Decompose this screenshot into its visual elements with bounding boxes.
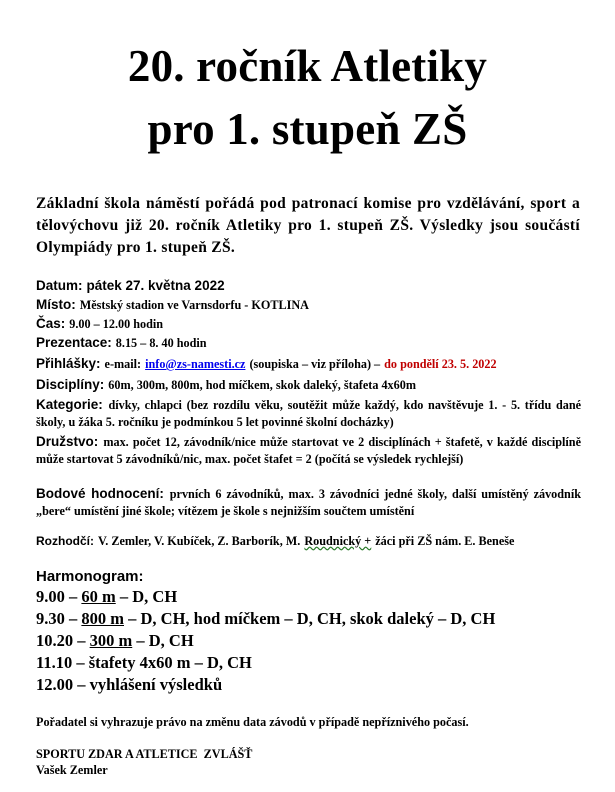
schedule-event: vyhlášení výsledků bbox=[89, 675, 223, 694]
kategorie-block bbox=[36, 397, 581, 430]
harmonogram-label-line bbox=[36, 568, 581, 586]
schedule-rest: – D, CH, hod míčkem – D, CH, skok daleký – D, CH bbox=[128, 609, 496, 628]
discipliny-value: 60m, 300m, 800m, hod míčkem, skok daleký, štafeta 4x60m bbox=[108, 378, 416, 392]
closing-signature: Vašek Zemler bbox=[36, 763, 108, 777]
schedule-event: 60 m bbox=[81, 587, 116, 606]
prihlasky-note: (soupiska – viz příloha) – bbox=[249, 357, 381, 371]
cas-label: Čas: bbox=[36, 316, 66, 331]
schedule-rest: – D, CH bbox=[194, 653, 252, 672]
schedule-time: 12.00 – bbox=[36, 675, 86, 694]
misto-label: Místo: bbox=[36, 297, 76, 312]
cas-value: 9.00 – 12.00 hodin bbox=[69, 317, 164, 331]
prihlasky-deadline: do pondělí 23. 5. 2022 bbox=[384, 357, 497, 371]
prezentace-value: 8.15 – 8. 40 hodin bbox=[115, 336, 207, 350]
note-text: Pořadatel si vyhrazuje právo na změnu data závodů v případě nepříznivého počasí. bbox=[36, 715, 469, 729]
schedule-item bbox=[36, 630, 194, 652]
rozhodci-block bbox=[36, 533, 581, 550]
discipliny-line bbox=[36, 376, 581, 394]
schedule-item bbox=[36, 652, 252, 674]
rozhodci-value-c: žáci při ZŠ nám. E. Beneše bbox=[375, 534, 515, 548]
prihlasky-label: Přihlášky: bbox=[36, 356, 101, 371]
discipliny-label: Disciplíny: bbox=[36, 377, 105, 392]
bodove-label: Bodové hodnocení: bbox=[36, 486, 164, 501]
weather-note bbox=[36, 713, 581, 731]
schedule-event: 300 m bbox=[89, 631, 133, 650]
schedule-item bbox=[36, 586, 177, 608]
datum-value: pátek 27. května 2022 bbox=[86, 278, 225, 293]
misto-line bbox=[36, 296, 581, 314]
druzstvo-block bbox=[36, 434, 581, 467]
kategorie-value: dívky, chlapci (bez rozdílu věku, soutěžit může každý, kdo navštěvuje 1. - 5. třídu dané školy, u žáka 5. ročníku je podmínkou 5 let povinné školní docházky) bbox=[36, 398, 582, 429]
schedule-time: 9.30 – bbox=[36, 609, 78, 628]
schedule-event: štafety 4x60 m bbox=[88, 653, 191, 672]
closing-line-2 bbox=[36, 761, 581, 779]
datum-label: Datum: bbox=[36, 278, 83, 293]
email-link[interactable]: info@zs-namesti.cz bbox=[145, 357, 246, 371]
prihlasky-prefix: e-mail: bbox=[104, 357, 142, 371]
closing-slogan: SPORTU ZDAR A ATLETICE ZVLÁŠŤ bbox=[36, 747, 253, 761]
title-line-1: 20. ročník Atletiky bbox=[127, 41, 488, 91]
misto-value: Městský stadion ve Varnsdorfu - KOTLINA bbox=[79, 298, 309, 312]
schedule-rest: – D, CH bbox=[136, 631, 194, 650]
intro-paragraph: Základní škola náměstí pořádá pod patronací komise pro vzdělávání, sport a tělovýchovu již 20. ročník Atletiky pro 1. stupeň ZŠ. Výsledky jsou součástí Olympiády pro 1. stupeň ZŠ. bbox=[36, 195, 580, 256]
bodove-value: prvních 6 závodníků, max. 3 závodníci jedné školy, další umístěný závodník „bere“ umístění jiné škole; vítězem je škole s nejnižším součtem umístění bbox=[36, 487, 581, 518]
datum-line bbox=[36, 277, 581, 295]
rozhodci-value-a: V. Zemler, V. Kubíček, Z. Barborík, M. bbox=[98, 534, 301, 548]
schedule-time: 9.00 – bbox=[36, 587, 78, 606]
bodove-block bbox=[36, 486, 581, 519]
kategorie-label: Kategorie: bbox=[36, 397, 103, 412]
rozhodci-label: Rozhodčí: bbox=[36, 534, 94, 548]
prihlasky-line bbox=[36, 355, 581, 373]
title-line-2: pro 1. stupeň ZŠ bbox=[147, 104, 468, 154]
cas-line bbox=[36, 315, 581, 333]
schedule-item bbox=[36, 608, 495, 630]
schedule-item bbox=[36, 674, 222, 696]
druzstvo-value: max. počet 12, závodník/nice může startovat ve 2 disciplínách + štafetě, v každé disciplíně může startovat 5 závodníků/nic, max. počet štafet = 2 (počítá se výsledek rychlejší) bbox=[36, 435, 581, 466]
schedule-rest: – D, CH bbox=[119, 587, 178, 606]
prezentace-label: Prezentace: bbox=[36, 335, 112, 350]
schedule-event: 800 m bbox=[81, 609, 124, 628]
prezentace-line bbox=[36, 334, 581, 352]
rozhodci-value-b: Roudnický + bbox=[304, 534, 372, 548]
schedule-time: 11.10 – bbox=[36, 653, 85, 672]
druzstvo-label: Družstvo: bbox=[36, 434, 99, 449]
harmonogram-label: Harmonogram: bbox=[36, 568, 144, 585]
schedule-time: 10.20 – bbox=[36, 631, 86, 650]
